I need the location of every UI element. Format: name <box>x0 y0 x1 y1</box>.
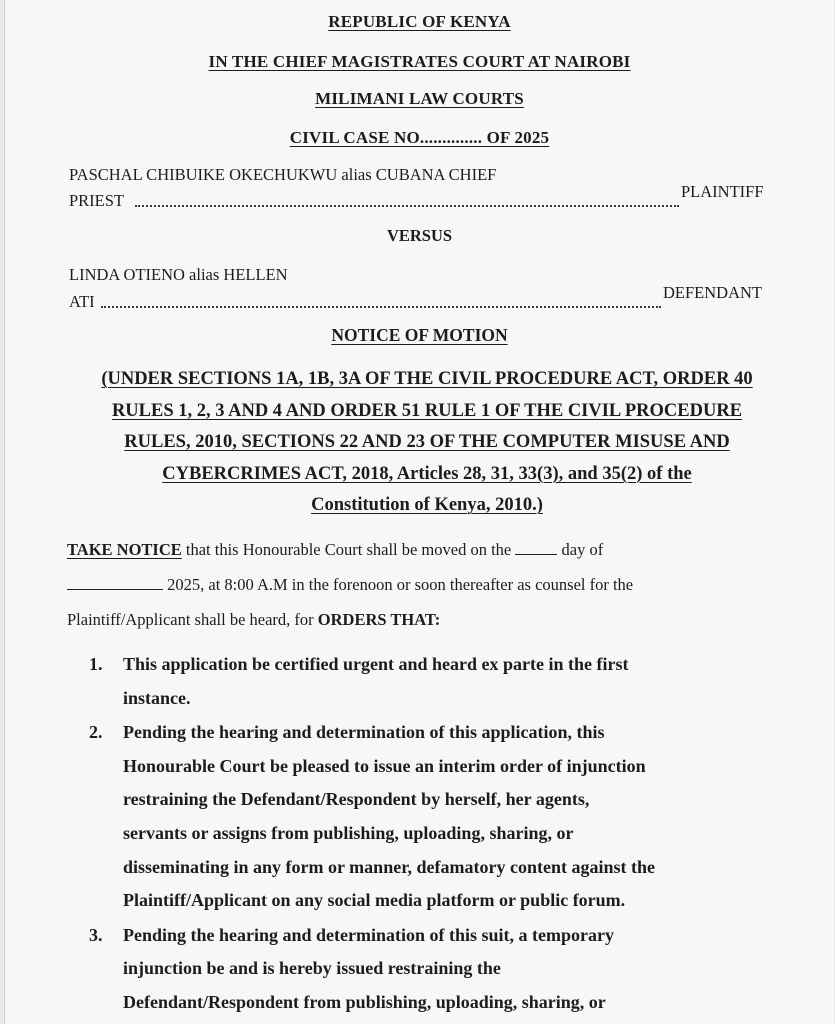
order-number: 1. <box>89 654 103 674</box>
heading-court: IN THE CHIEF MAGISTRATES COURT AT NAIROBI <box>208 52 631 71</box>
plaintiff-dotted-leader <box>135 205 679 207</box>
order-line: Defendant/Respondent from publishing, uploading, sharing, or <box>123 991 606 1012</box>
order-line: disseminating in any form or manner, defamatory content against the <box>123 856 655 877</box>
notice-title: NOTICE OF MOTION <box>331 325 508 345</box>
date-blank <box>67 589 163 590</box>
plaintiff-name-line2: PRIEST <box>69 191 125 210</box>
order-line: servants or assigns from publishing, uploading, sharing, or <box>123 822 574 843</box>
orders-list <box>87 648 777 1020</box>
order-line: Honourable Court be pleased to issue an interim order of injunction <box>123 755 646 776</box>
statute-line-5: Constitution of Kenya, 2010.) <box>311 495 543 515</box>
statutory-basis <box>67 364 787 522</box>
take-notice-line-3 <box>67 610 440 630</box>
day-blank <box>515 554 557 555</box>
order-line: restraining the Defendant/Respondent by herself, her agents, <box>123 789 590 810</box>
take-notice-text-3: 2025, at 8:00 A.M in the forenoon or soon thereafter as counsel for the <box>163 575 634 594</box>
defendant-name-line1: LINDA OTIENO alias HELLEN <box>69 265 288 284</box>
statute-line-4: CYBERCRIMES ACT, 2018, Articles 28, 31, 33(3), and 35(2) of the <box>162 463 692 484</box>
heading-venue: MILIMANI LAW COURTS <box>315 89 524 108</box>
heading-republic: REPUBLIC OF KENYA <box>328 12 511 31</box>
order-item <box>87 648 777 715</box>
defendant-role: DEFENDANT <box>663 283 762 302</box>
order-line: This application be certified urgent and heard ex parte in the first <box>123 654 629 674</box>
statute-line-2: RULES 1, 2, 3 AND 4 AND ORDER 51 RULE 1 OF THE CIVIL PROCEDURE <box>111 400 743 421</box>
document-page <box>4 0 834 1024</box>
order-line: Plaintiff/Applicant on any social media platform or public forum. <box>123 890 626 911</box>
plaintiff-name-line1: PASCHAL CHIBUIKE OKECHUKWU alias CUBANA CHIEF <box>69 165 497 184</box>
order-line: instance. <box>123 687 191 708</box>
take-notice-text-4: Plaintiff/Applicant shall be heard, for <box>67 610 318 629</box>
take-notice-text-1: that this Honourable Court shall be moved on the <box>181 540 516 559</box>
take-notice-line-1 <box>67 540 603 560</box>
take-notice-lead: TAKE NOTICE <box>67 540 182 559</box>
take-notice-line-2 <box>67 575 633 595</box>
orders-that-label: ORDERS THAT: <box>317 610 441 629</box>
order-number: 2. <box>89 722 103 743</box>
order-line: Pending the hearing and determination of this application, this <box>123 722 605 743</box>
versus-label: VERSUS <box>386 226 453 245</box>
defendant-dotted-leader <box>101 306 661 308</box>
defendant-name-line2: ATI <box>69 292 95 311</box>
statute-line-3: RULES, 2010, SECTIONS 22 AND 23 OF THE COMPUTER MISUSE AND <box>124 432 730 452</box>
order-line: injunction be and is hereby issued restraining the <box>123 958 501 979</box>
take-notice-text-2: day of <box>557 540 604 559</box>
plaintiff-role: PLAINTIFF <box>681 182 764 201</box>
order-item <box>87 716 777 918</box>
order-item <box>87 919 777 1020</box>
statute-line-1: (UNDER SECTIONS 1A, 1B, 3A OF THE CIVIL PROCEDURE ACT, ORDER 40 <box>101 369 753 389</box>
heading-case-no: CIVIL CASE NO.............. OF 2025 <box>289 128 550 147</box>
order-number: 3. <box>89 924 103 945</box>
order-line: Pending the hearing and determination of this suit, a temporary <box>123 924 615 945</box>
